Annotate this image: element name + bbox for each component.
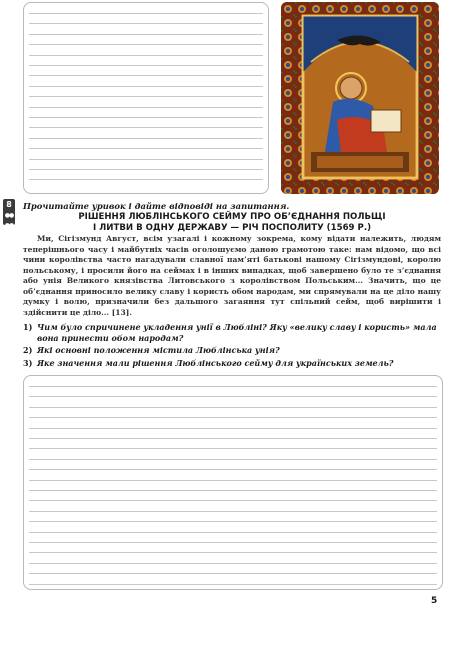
ruled-line [29, 407, 437, 408]
task-number-badge [3, 199, 15, 229]
document-title-line-1: РІШЕННЯ ЛЮБЛІНСЬКОГО СЕЙМУ ПРО ОБ’ЄДНАННЯ ПОЛЬЩІ [78, 212, 386, 222]
document-title-line-2: І ЛИТВИ В ОДНУ ДЕРЖАВУ — РІЧ ПОСПОЛИТУ (1569 Р.) [92, 222, 372, 233]
question-text: Які основні положення містила Люблінська унія? [37, 345, 280, 355]
ruled-line [29, 169, 263, 170]
ruled-line [29, 13, 263, 14]
ruled-line [29, 552, 437, 553]
ruled-line [29, 532, 437, 533]
document-reference: [13]. [111, 307, 132, 317]
ruled-line [29, 179, 263, 180]
ruled-line [29, 469, 437, 470]
ruled-line [29, 511, 437, 512]
question-1 [23, 322, 441, 343]
group-work-icon: ●● ●● [4, 212, 14, 229]
ruled-line [29, 396, 437, 397]
ruled-line [29, 573, 437, 574]
document-excerpt [23, 234, 441, 318]
ruled-line [29, 563, 437, 564]
ruled-line [29, 500, 437, 501]
ruled-line [29, 386, 437, 387]
ruled-line [29, 148, 263, 149]
bottom-answer-box[interactable] [23, 375, 443, 590]
ruled-line [29, 127, 263, 128]
manuscript-miniature-drawing [281, 2, 439, 194]
ruled-line [29, 107, 263, 108]
question-text: Яке значення мали рішення Люблінського сейму для українських земель? [37, 357, 394, 368]
ruled-line [29, 448, 437, 449]
ruled-line [29, 138, 263, 139]
question-text: Чим було спричинене укладення унії в Любліні? Яку «велику славу і користь» мала вона принести обом народам? [37, 322, 437, 343]
ruled-line [29, 417, 437, 418]
ruled-line [29, 542, 437, 543]
ruled-line [29, 117, 263, 118]
illuminated-manuscript-image [281, 2, 439, 194]
task-instruction: Прочитайте уривок і дайте відповіді на запитання. [23, 201, 290, 211]
question-3 [23, 358, 441, 369]
ruled-line [29, 428, 437, 429]
ruled-line [29, 96, 263, 97]
ruled-line [29, 34, 263, 35]
document-title [23, 212, 441, 233]
ruled-line [29, 44, 263, 45]
ruled-line [29, 480, 437, 481]
question-number: 3) [23, 357, 33, 368]
ruled-line [29, 490, 437, 491]
page-number: 5 [431, 596, 438, 606]
document-text: Ми, Сігізмунд Август, всім узагалі і кожному зокрема, кому відати належить, людям теперішнього часу і майбутніх часів оголошуємо даною грамотою таке: нам відомо, що всі чини королівства часто нагадували славної пам’яті батькові нашому Сігізмундові, королю польському, і просили його на сеймах і в інших випадках, щоб завершено було те з’єднання або унія Великого князівства Литовського з королівством Польським... Значить, що це об’єднання приносило велику славу і користь обом народам, ми спрямували на це діло нашу думку і волю, призначили без дальшого загаяння тут спільний сейм, щоб вирішити і здійснити це діло... [23, 234, 441, 317]
ruled-line [29, 65, 263, 66]
ruled-line [29, 55, 263, 56]
ruled-line [29, 459, 437, 460]
ruled-line [29, 75, 263, 76]
ruled-line [29, 159, 263, 160]
ruled-line [29, 23, 263, 24]
top-answer-box[interactable] [23, 2, 269, 194]
ruled-line [29, 584, 437, 585]
question-number: 1) [23, 322, 33, 332]
task-number: 8 [6, 200, 12, 209]
ruled-line [29, 86, 263, 87]
ruled-line [29, 438, 437, 439]
question-number: 2) [23, 345, 33, 355]
questions-list [23, 322, 441, 370]
question-2 [23, 345, 441, 356]
ruled-line [29, 521, 437, 522]
